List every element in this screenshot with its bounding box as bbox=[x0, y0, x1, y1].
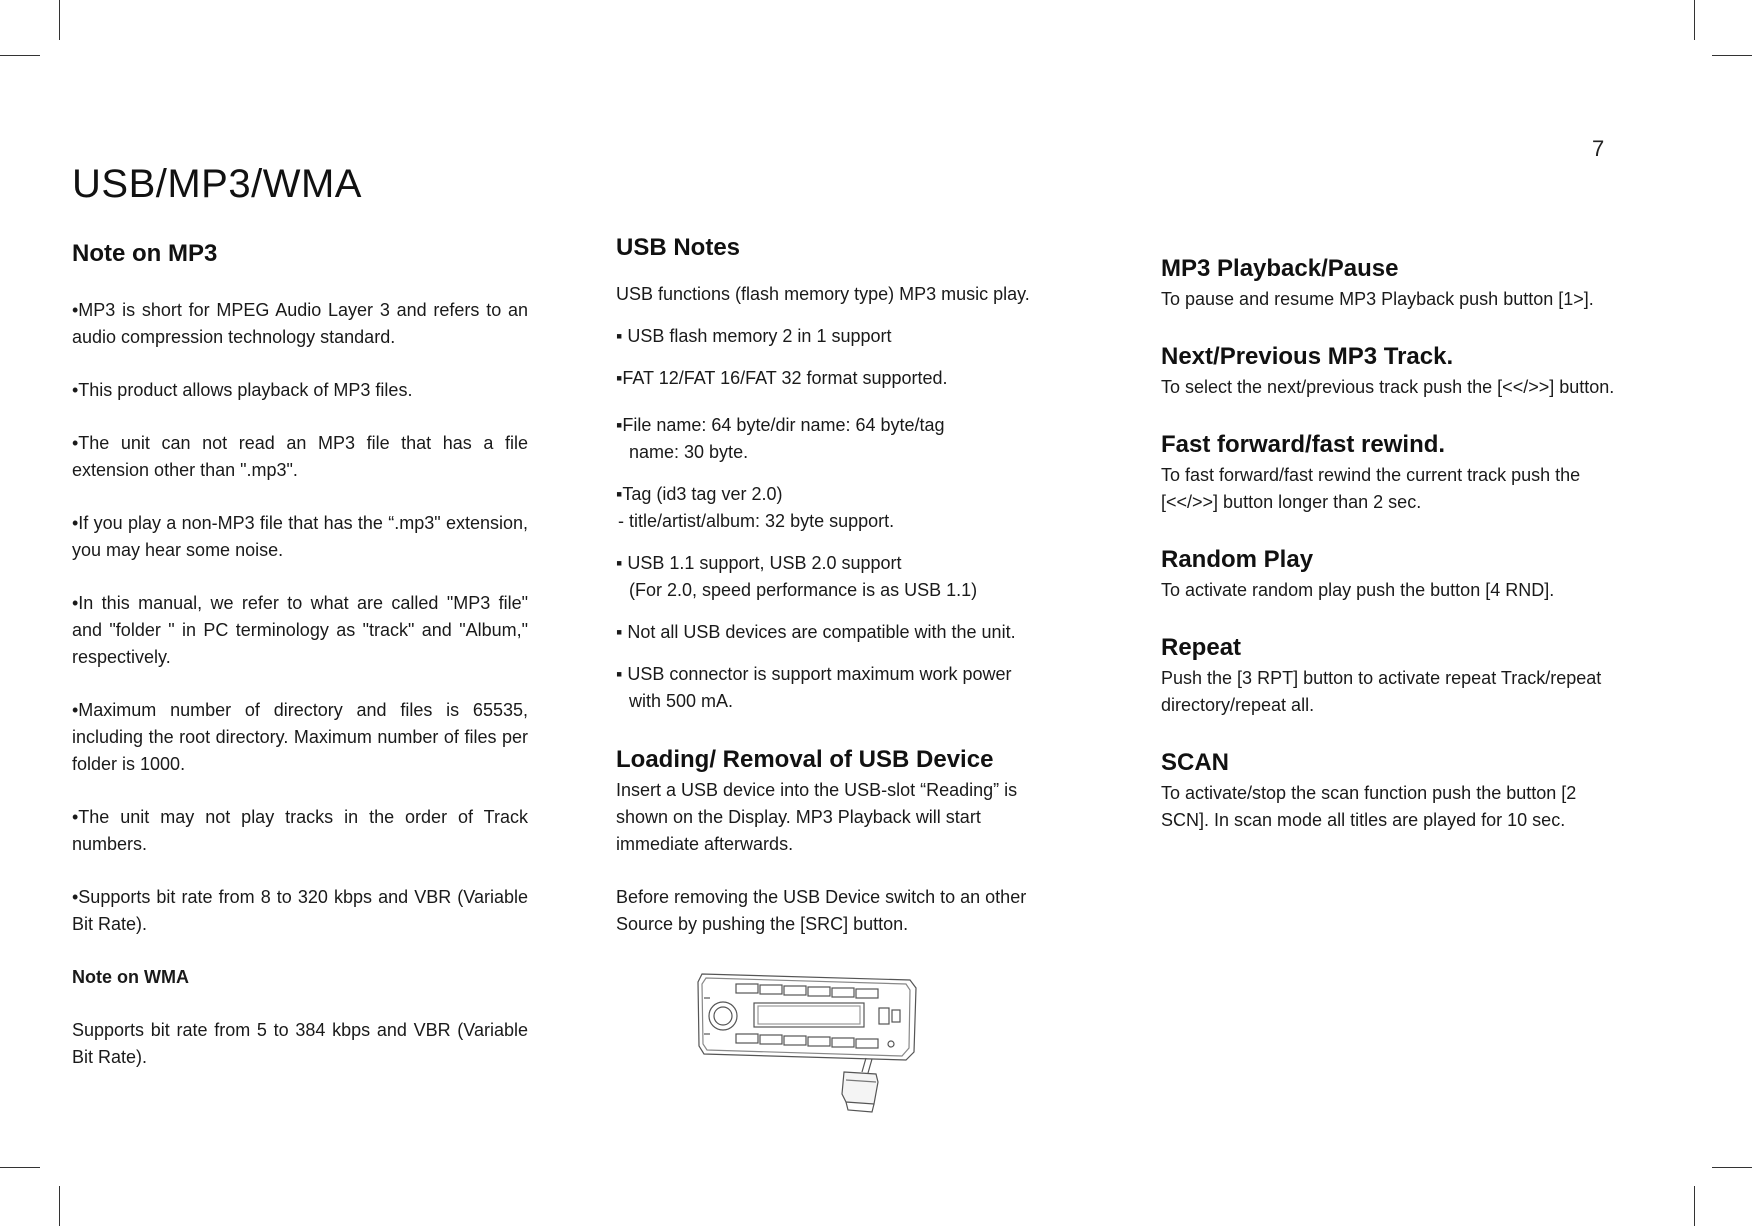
page-number: 7 bbox=[1592, 136, 1605, 161]
usb-notes-intro: USB functions (flash memory type) MP3 music play. bbox=[616, 284, 1030, 304]
control-heading: SCAN bbox=[1161, 749, 1230, 776]
note-mp3-bullet: •Maximum number of directory and files is 65535, including the root directory. Maximum number of files per folder is 1000. bbox=[72, 700, 528, 774]
control-section bbox=[1161, 252, 1621, 313]
crop-mark bbox=[1712, 55, 1752, 56]
crop-mark bbox=[1712, 1167, 1752, 1168]
loading-para-2: Before removing the USB Device switch to an other Source by pushing the [SRC] button. bbox=[616, 887, 1027, 934]
note-wma-text: Supports bit rate from 5 to 384 kbps and VBR (Variable Bit Rate). bbox=[72, 1020, 528, 1067]
note-mp3-bullet: •The unit can not read an MP3 file that has a file extension other than ".mp3". bbox=[72, 433, 528, 480]
loading-para-1: Insert a USB device into the USB-slot “Reading” is shown on the Display. MP3 Playback will start immediate afterwards. bbox=[616, 780, 1018, 854]
control-text: Push the [3 RPT] button to activate repeat Track/repeat directory/repeat all. bbox=[1161, 668, 1602, 715]
usb-note-item bbox=[616, 481, 1086, 535]
crop-mark bbox=[1694, 1186, 1695, 1226]
note-mp3-bullet: •In this manual, we refer to what are called "MP3 file" and "folder " in PC terminology as "track" and "Album," respectively. bbox=[72, 593, 528, 667]
control-section bbox=[1161, 340, 1621, 401]
control-heading: MP3 Playback/Pause bbox=[1161, 255, 1399, 282]
control-text: To pause and resume MP3 Playback push button [1>]. bbox=[1161, 289, 1594, 309]
crop-mark bbox=[0, 1167, 40, 1168]
usb-notes-heading: USB Notes bbox=[616, 234, 741, 261]
usb-note-line: ▪Tag (id3 tag ver 2.0) bbox=[616, 484, 783, 504]
page-title: USB/MP3/WMA bbox=[72, 162, 362, 206]
usb-note-item bbox=[616, 365, 1086, 392]
note-mp3-bullet: •The unit may not play tracks in the order of Track numbers. bbox=[72, 807, 528, 854]
control-text: To activate random play push the button [4 RND]. bbox=[1161, 580, 1555, 600]
usb-note-line: ▪File name: 64 byte/dir name: 64 byte/tag bbox=[616, 415, 945, 435]
column-usb-notes bbox=[616, 231, 1086, 938]
usb-note-line-cont: (For 2.0, speed performance is as USB 1.1) bbox=[629, 580, 978, 600]
control-section bbox=[1161, 428, 1621, 516]
usb-note-line-cont: - title/artist/album: 32 byte support. bbox=[618, 511, 895, 531]
control-heading: Fast forward/fast rewind. bbox=[1161, 431, 1446, 458]
car-radio-usb-illustration bbox=[696, 968, 926, 1118]
usb-note-line: ▪ USB 1.1 support, USB 2.0 support bbox=[616, 553, 902, 573]
note-wma-heading: Note on WMA bbox=[72, 967, 189, 987]
usb-note-item bbox=[616, 661, 1086, 715]
note-mp3-heading: Note on MP3 bbox=[72, 240, 218, 267]
usb-note-line: ▪ USB flash memory 2 in 1 support bbox=[616, 326, 892, 346]
usb-note-item bbox=[616, 412, 1086, 466]
crop-mark bbox=[0, 55, 40, 56]
usb-note-line-cont: name: 30 byte. bbox=[629, 442, 749, 462]
crop-mark bbox=[59, 1186, 60, 1226]
note-mp3-bullet: •MP3 is short for MPEG Audio Layer 3 and refers to an audio compression technology standard. bbox=[72, 300, 528, 347]
control-text: To select the next/previous track push the [<</>>] button. bbox=[1161, 377, 1615, 397]
usb-note-item bbox=[616, 619, 1086, 646]
usb-note-item bbox=[616, 550, 1086, 604]
usb-note-line: ▪ USB connector is support maximum work power bbox=[616, 664, 1012, 684]
control-section bbox=[1161, 631, 1621, 719]
usb-note-line-cont: with 500 mA. bbox=[629, 691, 734, 711]
control-text: To activate/stop the scan function push the button [2 SCN]. In scan mode all titles are played for 10 sec. bbox=[1161, 783, 1577, 830]
note-mp3-bullet: •If you play a non-MP3 file that has the “.mp3" extension, you may hear some noise. bbox=[72, 513, 528, 560]
control-section bbox=[1161, 543, 1621, 604]
loading-heading: Loading/ Removal of USB Device bbox=[616, 746, 994, 773]
usb-note-line: ▪ Not all USB devices are compatible with the unit. bbox=[616, 622, 1016, 642]
crop-mark bbox=[59, 0, 60, 40]
control-heading: Repeat bbox=[1161, 634, 1242, 661]
control-heading: Random Play bbox=[1161, 546, 1314, 573]
crop-mark bbox=[1694, 0, 1695, 40]
column-controls bbox=[1161, 252, 1621, 861]
control-text: To fast forward/fast rewind the current track push the [<</>>] button longer than 2 sec. bbox=[1161, 465, 1581, 512]
note-mp3-bullet: •Supports bit rate from 8 to 320 kbps and VBR (Variable Bit Rate). bbox=[72, 887, 528, 934]
note-mp3-bullet: •This product allows playback of MP3 files. bbox=[72, 380, 413, 400]
usb-note-item bbox=[616, 323, 1086, 350]
usb-note-line: ▪FAT 12/FAT 16/FAT 32 format supported. bbox=[616, 368, 948, 388]
control-heading: Next/Previous MP3 Track. bbox=[1161, 343, 1454, 370]
column-note-on-mp3 bbox=[72, 237, 528, 1071]
control-section bbox=[1161, 746, 1621, 834]
